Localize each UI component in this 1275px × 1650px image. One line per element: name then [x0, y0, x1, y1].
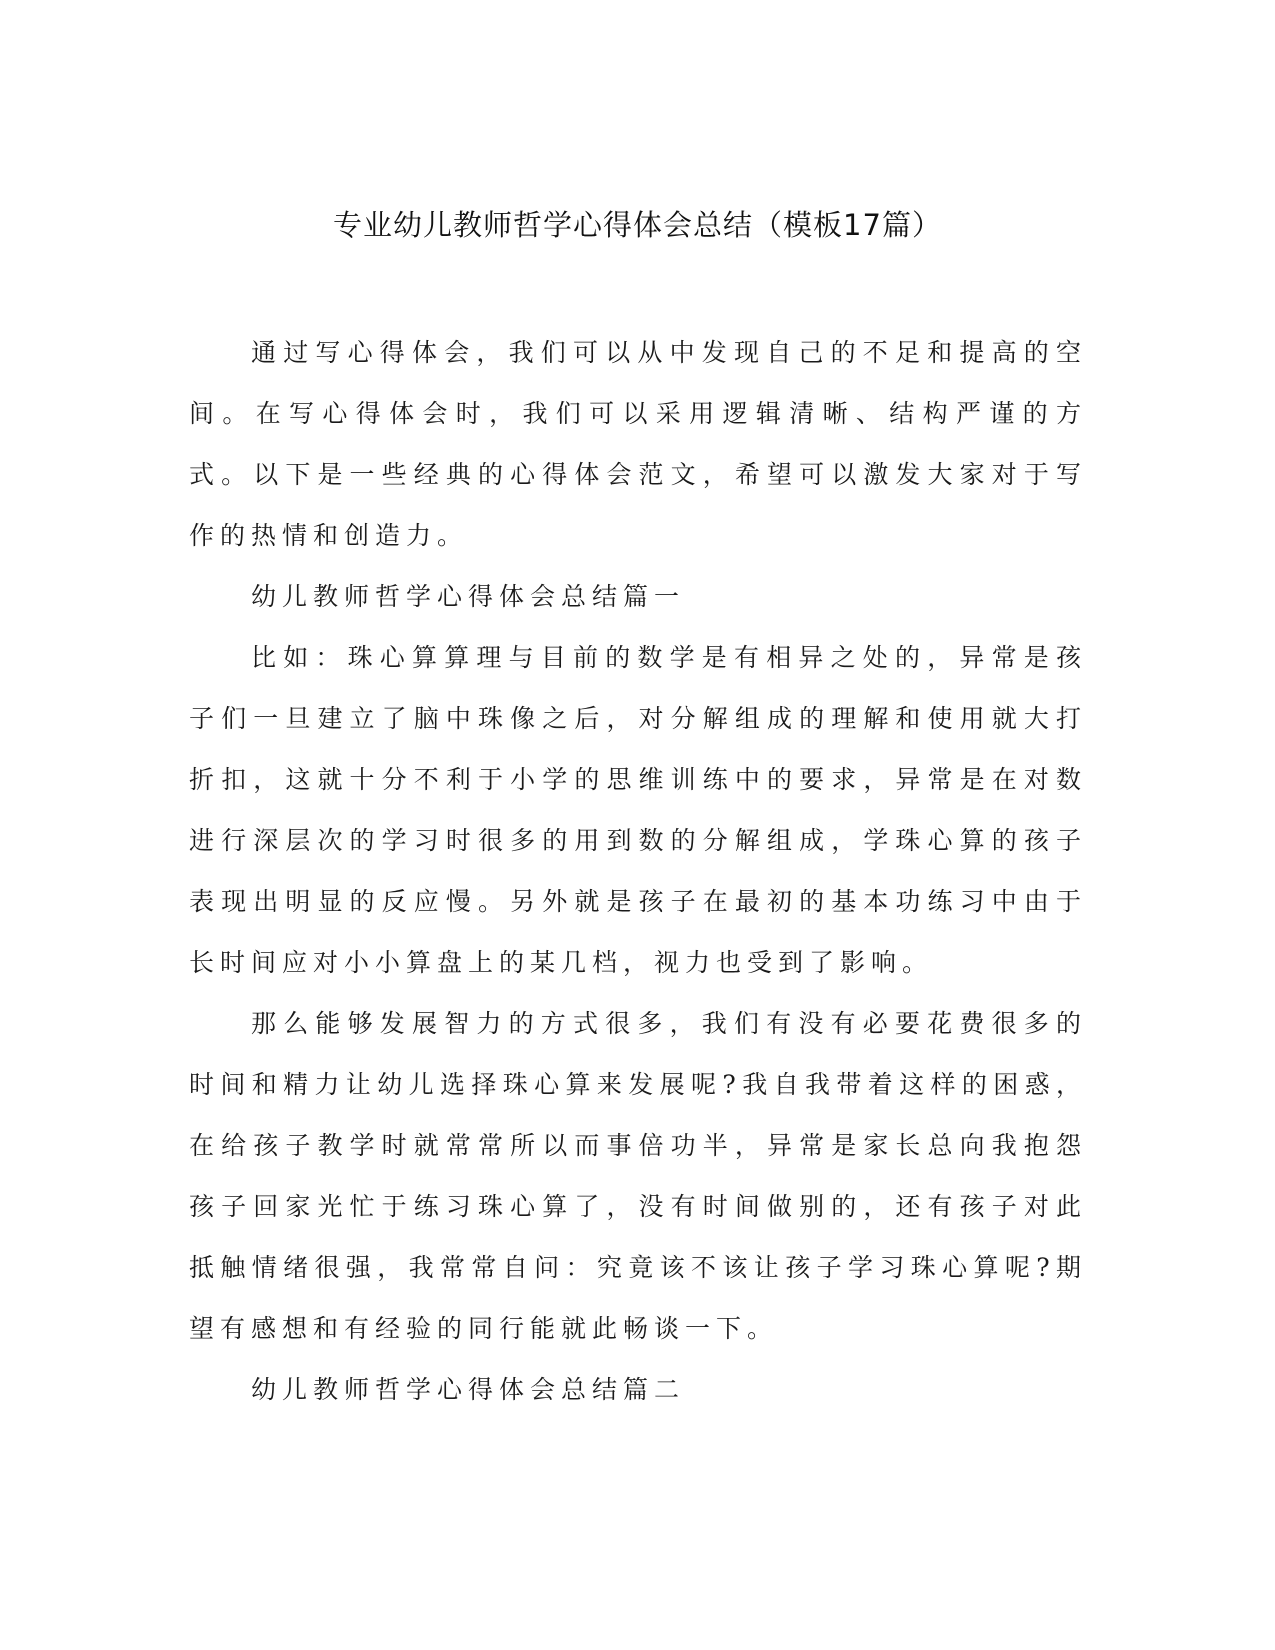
section-heading-1: 幼儿教师哲学心得体会总结篇一	[251, 582, 686, 611]
document-body	[189, 322, 1087, 1420]
intro-paragraph: 通过写心得体会，我们可以从中发现自己的不足和提高的空间。在写心得体会时，我们可以采用逻辑清晰、结构严谨的方式。以下是一些经典的心得体会范文，希望可以激发大家对于写作的热情和创造力。	[189, 338, 1087, 550]
document-title: 专业幼儿教师哲学心得体会总结（模板17篇）	[333, 208, 942, 242]
body-paragraph: 比如：珠心算算理与目前的数学是有相异之处的，异常是孩子们一旦建立了脑中珠像之后，对分解组成的理解和使用就大打折扣，这就十分不利于小学的思维训练中的要求，异常是在对数进行深层次的学习时很多的用到数的分解组成，学珠心算的孩子表现出明显的反应慢。另外就是孩子在最初的基本功练习中由于长时间应对小小算盘上的某几档，视力也受到了影响。	[189, 643, 1087, 977]
section-heading-2: 幼儿教师哲学心得体会总结篇二	[251, 1375, 686, 1404]
body-paragraph: 那么能够发展智力的方式很多，我们有没有必要花费很多的时间和精力让幼儿选择珠心算来发展呢?我自我带着这样的困惑，在给孩子教学时就常常所以而事倍功半，异常是家长总向我抱怨孩子回家光忙于练习珠心算了，没有时间做别的，还有孩子对此抵触情绪很强，我常常自问：究竟该不该让孩子学习珠心算呢?期望有感想和有经验的同行能就此畅谈一下。	[189, 1009, 1087, 1343]
